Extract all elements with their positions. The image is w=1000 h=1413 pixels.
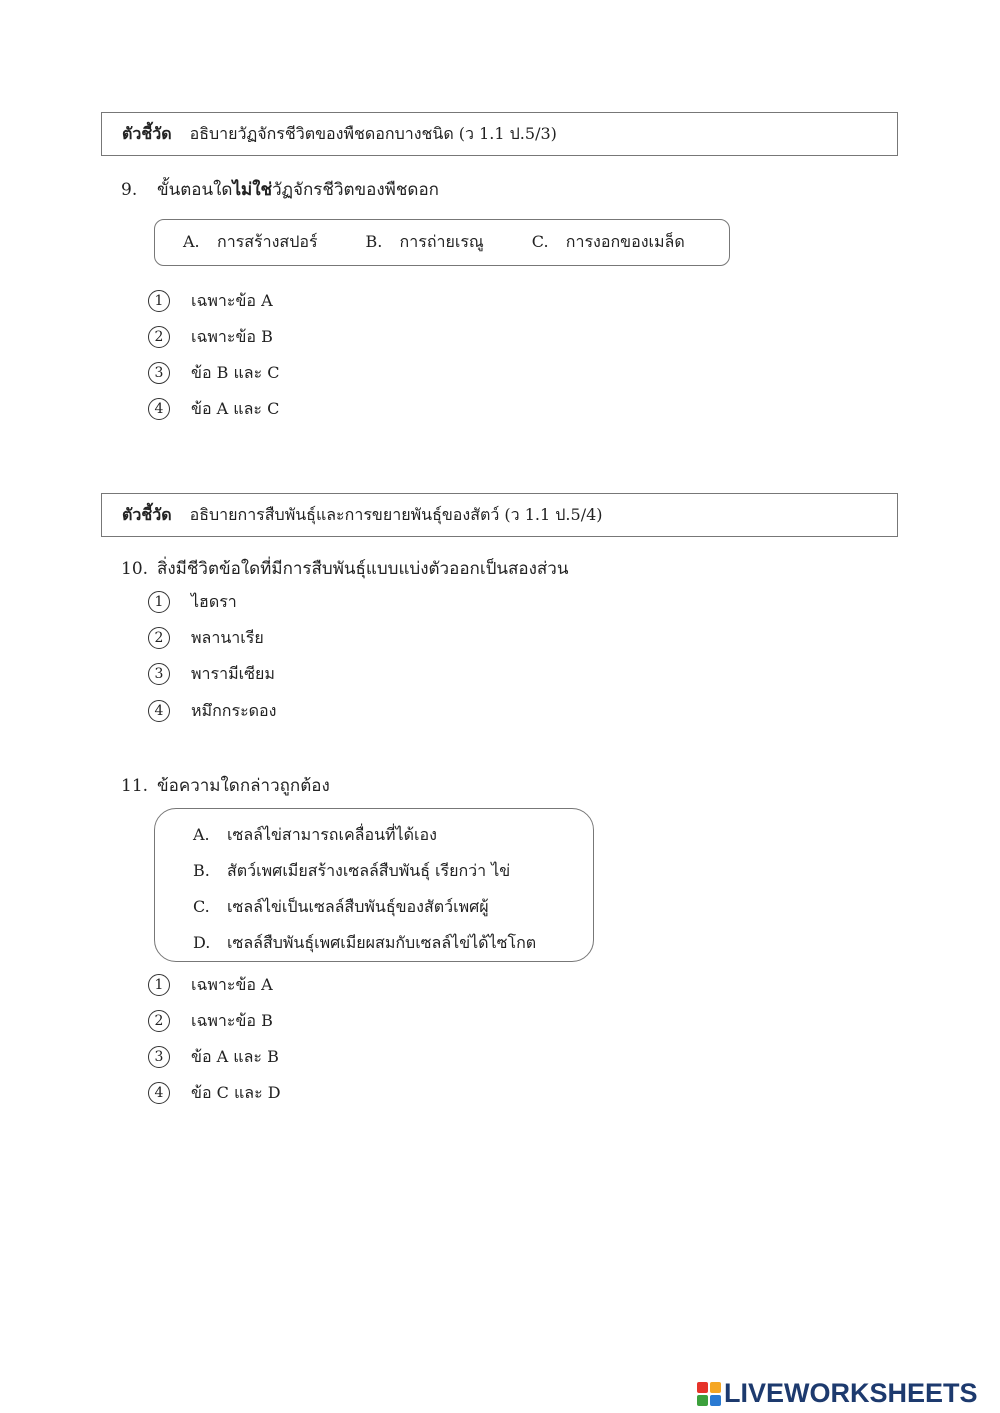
question-text: ข้อความใดกล่าวถูกต้อง xyxy=(157,776,330,796)
option-number-circle[interactable]: 3 xyxy=(148,362,170,384)
logo-tile xyxy=(710,1382,721,1393)
option-text: ข้อ C และ D xyxy=(191,1082,281,1102)
statement-d: D. เซลล์สืบพันธุ์เพศเมียผสมกับเซลล์ไข่ได้ไซโกต xyxy=(193,933,537,952)
option-number-circle[interactable]: 2 xyxy=(148,326,170,348)
question-11 xyxy=(121,772,330,799)
option-text: ข้อ A และ B xyxy=(191,1046,279,1066)
question-number: 10. xyxy=(121,559,149,579)
option-text: พารามีเซียม xyxy=(191,663,275,683)
liveworksheets-logo xyxy=(697,1378,978,1409)
logo-tile xyxy=(710,1395,721,1406)
statement-a: A. เซลล์ไข่สามารถเคลื่อนที่ได้เอง xyxy=(193,825,437,844)
option-number-circle[interactable]: 1 xyxy=(148,591,170,613)
q10-option-2[interactable] xyxy=(148,625,264,651)
option-number-circle[interactable]: 1 xyxy=(148,974,170,996)
indicator-box-2 xyxy=(101,493,898,537)
statement-box-q9 xyxy=(154,219,730,266)
option-number-circle[interactable]: 3 xyxy=(148,663,170,685)
option-number-circle[interactable]: 2 xyxy=(148,1010,170,1032)
question-text-part: ขั้นตอนใด xyxy=(157,180,233,200)
logo-text: LIVEWORKSHEETS xyxy=(724,1378,978,1408)
option-text: เฉพาะข้อ B xyxy=(191,1010,273,1030)
logo-tile xyxy=(697,1382,708,1393)
indicator-box-1 xyxy=(101,112,898,156)
option-number-circle[interactable]: 1 xyxy=(148,290,170,312)
indicator-text: อธิบายวัฏจักรชีวิตของพืชดอกบางชนิด (ว 1.1 ป.5/3) xyxy=(189,123,557,143)
q9-option-3[interactable] xyxy=(148,360,280,386)
q9-option-4[interactable] xyxy=(148,396,279,422)
question-10 xyxy=(121,555,568,582)
option-number-circle[interactable]: 4 xyxy=(148,398,170,420)
question-9 xyxy=(121,176,439,203)
question-number: 9. xyxy=(121,180,138,200)
option-number-circle[interactable]: 4 xyxy=(148,700,170,722)
statement-a: A. การสร้างสปอร์ xyxy=(183,232,318,251)
question-text: สิ่งมีชีวิตข้อใดที่มีการสืบพันธุ์แบบแบ่งตัวออกเป็นสองส่วน xyxy=(157,559,569,579)
option-text: เฉพาะข้อ B xyxy=(191,326,273,346)
option-text: ไฮดรา xyxy=(191,591,237,611)
q10-option-1[interactable] xyxy=(148,589,237,615)
q11-option-1[interactable] xyxy=(148,972,273,998)
q11-option-2[interactable] xyxy=(148,1008,273,1034)
q10-option-3[interactable] xyxy=(148,661,275,687)
option-text: ข้อ A และ C xyxy=(191,398,280,418)
statement-c: C. การงอกของเมล็ด xyxy=(531,232,685,251)
q11-option-3[interactable] xyxy=(148,1044,279,1070)
question-text-emphasis: ไม่ใช่ xyxy=(232,180,273,200)
logo-tile xyxy=(697,1395,708,1406)
option-text: ข้อ B และ C xyxy=(191,362,280,382)
option-text: หมึกกระดอง xyxy=(191,700,277,720)
q11-option-4[interactable] xyxy=(148,1080,281,1106)
option-text: เฉพาะข้อ A xyxy=(191,974,273,994)
statement-b: B. การถ่ายเรณู xyxy=(365,232,484,251)
option-text: เฉพาะข้อ A xyxy=(191,290,273,310)
option-number-circle[interactable]: 2 xyxy=(148,627,170,649)
q10-option-4[interactable] xyxy=(148,698,276,724)
indicator-text: อธิบายการสืบพันธุ์และการขยายพันธุ์ของสัตว์ (ว 1.1 ป.5/4) xyxy=(189,504,603,524)
question-number: 11. xyxy=(121,776,149,796)
q9-option-2[interactable] xyxy=(148,324,273,350)
statement-c: C. เซลล์ไข่เป็นเซลล์สืบพันธุ์ของสัตว์เพศผู้ xyxy=(193,897,489,916)
indicator-label: ตัวชี้วัด xyxy=(122,123,172,143)
q9-option-1[interactable] xyxy=(148,288,273,314)
statement-box-q11 xyxy=(154,808,594,962)
statement-b: B. สัตว์เพศเมียสร้างเซลล์สืบพันธุ์ เรียกว่า ไข่ xyxy=(193,861,511,880)
option-number-circle[interactable]: 3 xyxy=(148,1046,170,1068)
question-text-part: วัฏจักรชีวิตของพืชดอก xyxy=(272,180,439,200)
option-number-circle[interactable]: 4 xyxy=(148,1082,170,1104)
logo-mark-icon xyxy=(697,1382,721,1406)
indicator-label: ตัวชี้วัด xyxy=(122,504,172,524)
option-text: พลานาเรีย xyxy=(191,627,264,647)
